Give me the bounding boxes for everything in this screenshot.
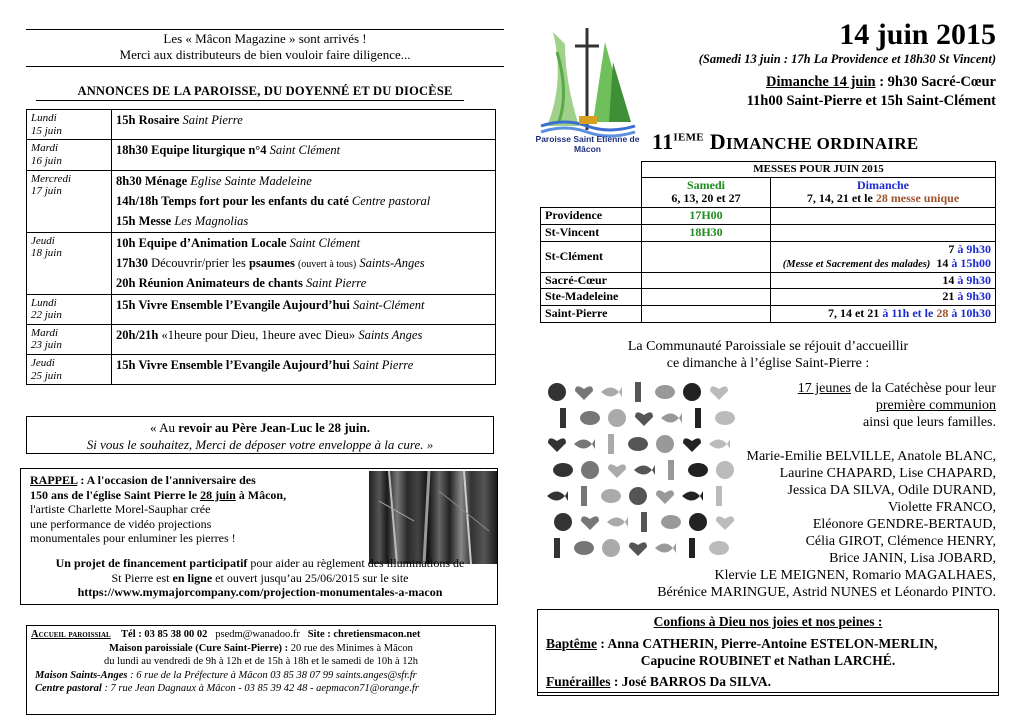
parish-logo (535, 22, 640, 154)
schedule-events (112, 110, 496, 140)
communicant-names (657, 448, 996, 601)
mass-row (541, 306, 996, 323)
schedule-event (116, 358, 491, 373)
mass-sun-dates: 14 (942, 272, 955, 287)
schedule-row (27, 294, 496, 324)
bapteme-label: Baptême (546, 636, 597, 651)
mass-table (540, 161, 996, 323)
mass-saturday: 18H30 (642, 225, 771, 242)
rappel-line1: : A l'occasion de l'anniversaire des (77, 473, 256, 487)
communion-text (798, 380, 996, 431)
communion-symbol (553, 463, 573, 477)
communion-symbol (575, 386, 593, 400)
schedule-events (112, 294, 496, 324)
communicant-name: Célia GIROT, Clémence HENRY, (805, 534, 996, 549)
schedule-event (116, 256, 491, 271)
event-place: Saint-Clément (349, 297, 425, 312)
communion-symbol (548, 438, 566, 452)
communion-symbol (641, 512, 647, 532)
event-time: 15h (116, 113, 136, 127)
magazine-line2: Merci aux distributeurs de bien vouloir faire diligence... (119, 47, 411, 62)
event-time: 8h30 (116, 173, 142, 188)
day-name: Mardi (31, 326, 59, 339)
mass-sunday (771, 225, 996, 242)
event-place: Saint Pierre (349, 358, 414, 373)
accueil-saints-anges: Maison Saints-Anges (35, 669, 128, 681)
day-name: Mardi (31, 142, 59, 155)
day-date: 18 juin (31, 247, 62, 260)
event-place: Saints-Anges (356, 255, 425, 270)
mass-row (541, 208, 996, 225)
schedule-day (27, 232, 112, 294)
mass-sun-time: à 11h et le (879, 306, 937, 321)
accueil-centre-info: : 7 rue Jean Dagnaux à Mâcon - 03 85 39 42 48 - aepmacon71@orange.fr (101, 683, 419, 694)
schedule-row (27, 140, 496, 170)
schedule-row (27, 324, 496, 354)
rappel-online: en ligne (172, 570, 213, 585)
mass-sunday (771, 208, 996, 225)
communion-symbol (608, 409, 626, 427)
col-sunday-unique: 28 messe unique (875, 191, 960, 206)
title-initial: D (709, 129, 726, 154)
schedule-event (116, 113, 491, 128)
title-number: 11 (652, 129, 674, 154)
sunday-label: Dimanche 14 juin (766, 74, 876, 90)
event-title2: psaumes (248, 255, 295, 270)
communion-count: 17 jeunes (797, 381, 851, 396)
accueil-tel: Tél : 03 85 38 00 02 (121, 629, 208, 640)
accueil-maison: Maison paroissiale (Cure Saint-Pierre) : (109, 642, 289, 654)
day-name: Lundi (31, 112, 57, 124)
schedule-event (116, 143, 491, 158)
communion-symbol (607, 517, 628, 527)
day-date: 23 juin (31, 339, 62, 352)
mass-sun-unique-time: à 10h30 (948, 306, 991, 321)
schedule-row (27, 355, 496, 385)
communaute-block (540, 338, 996, 372)
schedule-day (27, 140, 112, 170)
event-place: Saint Pierre (179, 113, 243, 127)
communaute-line1: La Communauté Paroissiale se réjouit d’accueillir (627, 339, 909, 354)
communion-symbol (580, 411, 600, 425)
sunday-title (652, 129, 919, 155)
event-extra: (ouvert à tous) (297, 258, 357, 270)
event-time: 10h (116, 235, 136, 250)
rappel-project: Un projet de financement participatif (55, 556, 248, 570)
title-rest: IMANCHE ORDINAIRE (725, 134, 919, 153)
communion-symbol (629, 542, 647, 556)
col-saturday: Samedi (686, 177, 725, 192)
rappel-online-c: et ouvert jusqu’au 25/06/2015 sur le site (212, 570, 409, 585)
communion-symbol (635, 382, 641, 402)
mass-row (541, 289, 996, 306)
event-title: Equipe d’Animation Locale (135, 235, 287, 250)
event-title: Réunion Animateurs de chants (135, 275, 303, 290)
schedule-day (27, 324, 112, 354)
schedule-day (27, 294, 112, 324)
communion-symbol (581, 461, 599, 479)
farewell-bold: revoir au Père Jean-Luc le 28 juin. (178, 420, 370, 435)
mass-sunday (771, 241, 996, 272)
day-name: Jeudi (31, 234, 55, 247)
mass-church: Sacré-Cœur (541, 272, 642, 289)
day-date: 17 juin (31, 185, 62, 198)
communion-symbol (608, 464, 626, 478)
schedule-event (116, 298, 491, 313)
mass-sun-dates: 7, 14 et 21 (827, 306, 880, 321)
church-photo (369, 471, 497, 564)
mass-sun-time: à 9h30 (954, 272, 991, 287)
event-place: Centre pastoral (348, 193, 431, 208)
mass-sun-dates: 7 (948, 241, 955, 256)
event-time: 15h (116, 358, 136, 373)
accueil-hours: du lundi au vendredi de 9h à 12h et de 15h à 18h et le samedi de 10h à 12h (103, 656, 419, 667)
mass-church: St-Clément (541, 241, 642, 272)
col-sunday-dates: 7, 14, 21 et le (806, 191, 876, 206)
funerailles-label: Funérailles (546, 674, 611, 689)
rappel-line4: une performance de vidéo projections (30, 516, 212, 531)
event-time: 15h (116, 213, 136, 228)
event-title: Ménage (141, 173, 188, 188)
col-saturday-dates: 6, 13, 20 et 27 (671, 191, 741, 206)
funerailles-box (537, 670, 999, 696)
communion-symbol (710, 386, 728, 400)
event-place: Saint Pierre (302, 275, 367, 290)
communion-symbol (574, 541, 594, 555)
schedule-day (27, 170, 112, 232)
schedule-events (112, 140, 496, 170)
communion-symbol (635, 412, 653, 426)
mass-saturday (642, 289, 771, 306)
accueil-email[interactable]: psedm@wanadoo.fr (215, 629, 300, 640)
communion-symbol (602, 539, 620, 557)
rappel-box (20, 468, 498, 605)
day-date: 15 juin (31, 124, 62, 137)
mass-note: (Messe et Sacrement des malades) (782, 258, 931, 270)
magazine-line1: Les « Mâcon Magazine » sont arrivés ! (163, 31, 367, 46)
day-name: Jeudi (31, 357, 55, 370)
schedule-events (112, 170, 496, 232)
mass-saturday: 17H00 (642, 208, 771, 225)
mass-row (541, 241, 996, 272)
schedule-row (27, 170, 496, 232)
communion-symbol (661, 413, 682, 423)
schedule-event (116, 214, 491, 229)
col-sunday: Dimanche (857, 177, 909, 192)
event-place: Saint Clément (286, 235, 361, 250)
rappel-project-rest: pour aider au règlement des illuminations de (247, 556, 465, 570)
communion-symbol (548, 383, 566, 401)
mass-row (541, 225, 996, 242)
schedule-row (27, 232, 496, 294)
farewell-box (26, 416, 494, 454)
mass-row (541, 272, 996, 289)
mass-church: St-Vincent (541, 225, 642, 242)
communicant-name: Marie-Emilie BELVILLE, Anatole BLANC, (746, 449, 996, 464)
announcement-table (26, 109, 496, 385)
day-date: 22 juin (31, 309, 62, 322)
communion-families: ainsi que leurs familles. (863, 415, 996, 430)
bapteme-line1: : Anna CATHERIN, Pierre-Antoine ESTELON-MERLIN, (597, 636, 938, 651)
mass-sun-unique: 28 (936, 306, 949, 321)
communicant-name: Jessica DA SILVA, Odile DURAND, (787, 483, 996, 498)
event-time: 15h (116, 297, 136, 312)
event-title: Vivre Ensemble l’Evangile Aujourd’hui (135, 358, 350, 373)
schedule-day (27, 110, 112, 140)
announces-title: ANNONCES DE LA PAROISSE, DU DOYENNÉ ET DU DIOCÈSE (77, 84, 453, 98)
schedule-events (112, 232, 496, 294)
mass-sunday (771, 289, 996, 306)
schedule-event (116, 276, 491, 291)
mass-sun-time: à 9h30 (954, 289, 991, 304)
accueil-centre: Centre pastoral (35, 683, 102, 694)
rappel-line2a: 150 ans de l'église Saint Pierre le (30, 487, 201, 502)
communion-symbol (547, 491, 568, 501)
event-place: Saints Anges (355, 327, 423, 342)
schedule-events (112, 324, 496, 354)
accueil-box (26, 625, 496, 715)
mass-saturday (642, 272, 771, 289)
mass-saturday (642, 241, 771, 272)
accueil-saints-anges-info: : 6 rue de la Préfecture à Mâcon 03 85 38 07 99 saints.anges@sfr.fr (127, 669, 417, 681)
rappel-online-a: St Pierre est (111, 570, 173, 585)
schedule-event (116, 174, 491, 189)
event-title: Vivre Ensemble l’Evangile Aujourd’hui (135, 297, 350, 312)
communion-symbol (608, 434, 614, 454)
rappel-date: 28 juin (200, 487, 236, 502)
communion-line3: de la Catéchèse pour leur (851, 381, 996, 396)
day-name: Lundi (31, 296, 57, 309)
schedule-event (116, 328, 491, 343)
title-sup: IEME (673, 131, 704, 144)
event-place: Les Magnolias (171, 213, 249, 228)
event-title: Temps fort pour les enfants du caté (158, 193, 349, 208)
communicant-name: Laurine CHAPARD, Lise CHAPARD, (779, 466, 996, 481)
bapteme-line2: Capucine ROUBINET et Nathan LARCHÉ. (640, 653, 896, 668)
communaute-line2: ce dimanche à l’église Saint-Pierre : (666, 356, 870, 371)
day-date: 16 juin (31, 154, 62, 167)
communion-symbol (554, 538, 560, 558)
communion-symbol (601, 489, 621, 503)
confions-title: Confions à Dieu nos joies et nos peines : (653, 614, 883, 629)
mass-sun-time: à 9h30 (954, 241, 991, 256)
communicant-name: Violette FRANCO, (887, 500, 996, 515)
mass-church: Saint-Pierre (541, 306, 642, 323)
sunday-masses (747, 73, 996, 111)
communion-symbol (715, 411, 735, 425)
mass-table-title: MESSES POUR JUIN 2015 (642, 162, 996, 178)
rappel-label: RAPPEL (30, 473, 78, 487)
event-place: Saint Clément (266, 143, 341, 158)
communion-symbol (601, 387, 622, 397)
sunday-rest: : 9h30 Sacré-Cœur (875, 74, 996, 90)
communion-symbol (560, 408, 566, 428)
rappel-url[interactable]: https://www.mymajorcompany.com/projection-monumentales-a-macon (77, 585, 443, 599)
rappel-line2c: à Mâcon, (235, 487, 287, 502)
event-title: Rosaire (135, 113, 180, 127)
mass-sunday (771, 306, 996, 323)
communion-symbol (581, 486, 587, 506)
accueil-maison-address: 20 rue des Minimes à Mâcon (288, 642, 413, 654)
communicant-name: Klervie LE MEIGNEN, Romario MAGALHAES, (714, 568, 996, 583)
parish-logo-text: Paroisse Saint Etienne de Mâcon (535, 134, 640, 154)
event-time: 18h30 (116, 143, 148, 158)
event-time: 17h30 (116, 255, 148, 270)
communion-title: première communion (875, 398, 996, 413)
day-name: Mercredi (31, 172, 72, 185)
communion-symbol (554, 513, 572, 531)
bulletin-date: 14 juin 2015 (839, 18, 996, 51)
schedule-row (27, 110, 496, 140)
communicant-name: Bérénice MARINGUE, Astrid NUNES et Léonardo PINTO. (657, 585, 996, 600)
farewell-line2: Si vous le souhaitez, Merci de déposer votre enveloppe à la cure. » (86, 437, 434, 452)
event-text: Découvrir/prier les (147, 255, 249, 270)
rappel-line3: l'artiste Charlette Morel-Sauphar crée (30, 502, 211, 516)
communion-symbol (683, 383, 701, 401)
communion-symbol (628, 437, 648, 451)
event-time: 20h/21h (116, 327, 159, 342)
event-text: «1heure pour Dieu, 1heure avec Dieu» (158, 327, 356, 342)
day-date: 25 juin (31, 369, 62, 382)
mass-sun-dates: 21 (942, 289, 955, 304)
event-time: 20h (116, 275, 136, 290)
schedule-day (27, 355, 112, 385)
saturday-masses: (Samedi 13 juin : 17h La Providence et 18h30 St Vincent) (698, 52, 996, 66)
accueil-label: Accueil paroissial (31, 629, 111, 640)
schedule-events (112, 355, 496, 385)
communion-symbol (574, 439, 595, 449)
communion-symbol (695, 408, 701, 428)
accueil-site[interactable]: Site : chretiensmacon.net (307, 629, 421, 640)
communion-symbol (629, 487, 647, 505)
communion-symbol (634, 465, 655, 475)
mass-sunday (771, 272, 996, 289)
magazine-notice (26, 31, 504, 63)
rappel-line5: monumentales pour enluminer les pierres ! (30, 531, 236, 545)
event-title: Equipe liturgique n°4 (147, 143, 267, 158)
communicant-name: Brice JANIN, Lisa JOBARD, (829, 551, 996, 566)
event-title: Messe (135, 213, 172, 228)
sunday-line2: 11h00 Saint-Pierre et 15h Saint-Clément (746, 93, 996, 109)
mass-church: Providence (541, 208, 642, 225)
mass-church: Ste-Madeleine (541, 289, 642, 306)
communicant-name: Eléonore GENDRE-BERTAUD, (812, 517, 996, 532)
mass-note-time: à 15h00 (948, 255, 991, 270)
communion-symbol (655, 385, 675, 399)
funerailles-rest: : José BARROS Da SILVA. (610, 674, 772, 689)
event-time: 14h/18h (116, 193, 159, 208)
communion-symbol (581, 516, 599, 530)
schedule-event (116, 236, 491, 251)
mass-saturday (642, 306, 771, 323)
schedule-event (116, 194, 491, 209)
event-place: Eglise Sainte Madeleine (187, 173, 312, 188)
farewell-prefix: « Au (150, 420, 179, 435)
mass-note-date: 14 (936, 255, 949, 270)
